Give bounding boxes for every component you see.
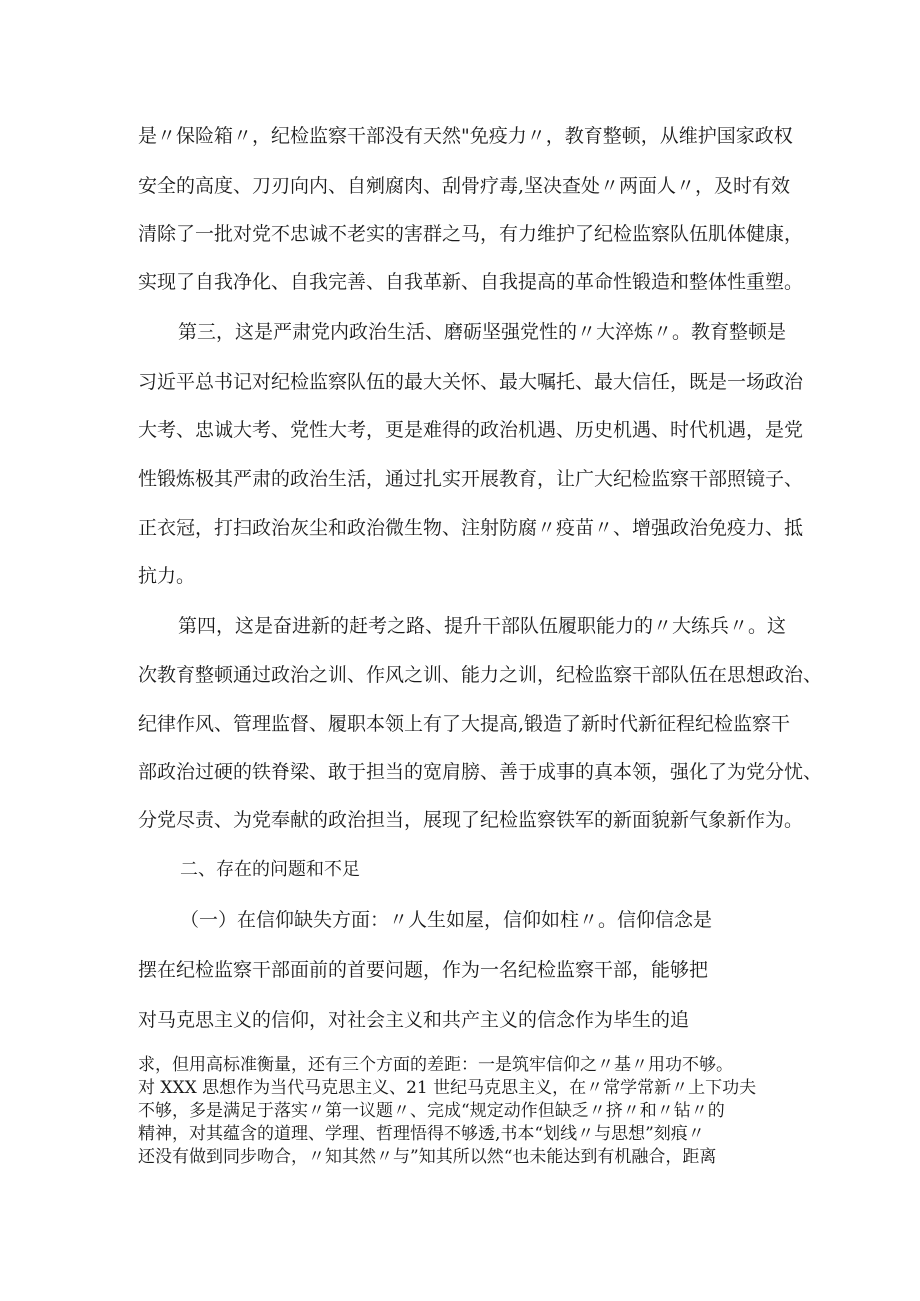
paragraph-1-line-4: 实现了自我净化、自我完善、自我革新、自我提高的革命性锻造和整体性重塑。	[138, 271, 804, 293]
paragraph-2-line-2: 习近平总书记对纪检监察队伍的最大关怀、最大嘱托、最大信任，既是一场政治	[138, 371, 804, 393]
paragraph-5-line-3: 不够，多是满足于落实〃第一议题〃、完成“规定动作但缺乏〃挤〃和〃钻〃的	[138, 1101, 725, 1121]
paragraph-2-line-1: 第三，这是严肃党内政治生活、磨砺坚强党性的〃大淬炼〃。教育整顿是	[178, 321, 787, 343]
section-heading: 二、存在的问题和不足	[180, 859, 360, 880]
paragraph-2-line-6: 抗力。	[138, 565, 196, 587]
paragraph-2-line-5: 正衣冠，打扫政治灰尘和政治微生物、注射防腐〃疫苗〃、增强政治免疫力、抵	[138, 517, 804, 539]
paragraph-2-line-3: 大考、忠诚大考、党性大考，更是难得的政治机遇、历史机遇、时代机遇，是党	[138, 419, 804, 441]
paragraph-4-line-3: 对马克思主义的信仰，对社会主义和共产主义的信念作为毕生的追	[138, 1009, 690, 1031]
paragraph-5-line-2: 对 XXX 思想作为当代马克思主义、21 世纪马克思主义，在〃常学常新〃上下功夫	[138, 1078, 757, 1098]
paragraph-3-line-4: 部政治过硬的铁脊梁、敢于担当的宽肩膀、善于成事的真本领，强化了为党分忧、	[138, 761, 823, 783]
paragraph-1-line-1: 是〃保险箱〃，纪检监察干部没有天然"免疫力〃，教育整顿，从维护国家政权	[138, 125, 793, 147]
paragraph-5-line-1: 求，但用高标准衡量，还有三个方面的差距：一是筑牢信仰之〃基〃用功不够。	[138, 1055, 733, 1075]
paragraph-2-line-4: 性锻炼极其严肃的政治生活，通过扎实开展教育，让广大纪检监察干部照镜子、	[138, 468, 804, 490]
paragraph-5-line-4: 精神，对其蕴含的道理、学理、哲理悟得不够透,书本“划线〃与思想”刻痕〃	[138, 1124, 705, 1144]
paragraph-3-line-3: 纪律作风、管理监督、履职本领上有了大提高,锻造了新时代新征程纪检监察干	[138, 713, 791, 735]
paragraph-3-line-2: 次教育整顿通过政治之训、作风之训、能力之训，纪检监察干部队伍在思想政治、	[138, 664, 823, 686]
paragraph-3-line-1: 第四，这是奋进新的赶考之路、提升干部队伍履职能力的〃大练兵〃。这	[178, 615, 787, 637]
paragraph-1-line-3: 清除了一批对党不忠诚不老实的害群之马，有力维护了纪检监察队伍肌体健康，	[138, 223, 804, 245]
paragraph-3-line-5: 分党尽责、为党奉献的政治担当，展现了纪检监察铁军的新面貌新气象新作为。	[138, 809, 804, 831]
paragraph-4-line-1: （一）在信仰缺失方面：〃人生如屋，信仰如柱〃。信仰信念是	[180, 909, 713, 931]
paragraph-4-line-2: 摆在纪检监察干部面前的首要问题，作为一名纪检监察干部，能够把	[138, 959, 709, 981]
paragraph-1-line-2: 安全的高度、刀刃向内、自剜腐肉、刮骨疗毒,坚决查处〃两面人〃，及时有效	[138, 175, 791, 197]
paragraph-5-line-5: 还没有做到同步吻合，〃知其然〃与”知其所以然“也未能达到有机融合，距离	[138, 1147, 717, 1167]
